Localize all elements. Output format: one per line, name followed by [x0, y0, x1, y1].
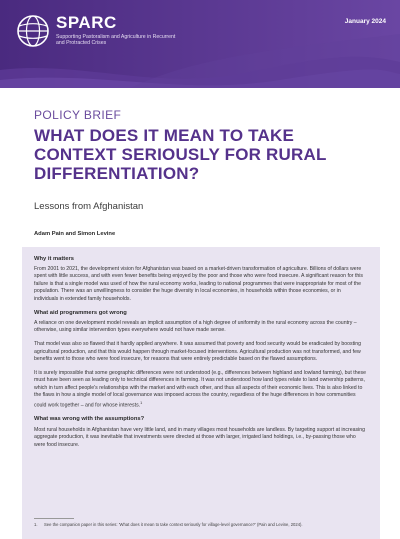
paragraph-text: It is surely impossible that some geographic differences were not understood (e.g., differences between highland and lowland farming), but these must have been seen as leading only to technical differences in farming. It was not understood how land types relate to land ownership patterns, which in turn affect people's relationships with the market and with each other, and thus all aspects of their economic lives. This is also linked to the flaws in how a single model of local governance was imposed across the country, regardless of the huge differences in how communities could work together – and for whose interests.: [34, 370, 367, 409]
issue-date: January 2024: [344, 18, 386, 25]
panel-content: [34, 255, 366, 456]
brand-name: SPARC: [56, 13, 117, 32]
footnote: [34, 522, 364, 528]
authors: Adam Pain and Simon Levine: [34, 231, 116, 237]
footnote-number: 1.: [34, 522, 38, 527]
document-type: POLICY BRIEF: [34, 108, 122, 122]
section-heading: What aid programmers got wrong: [34, 309, 127, 316]
paragraph-with-footnote: [34, 370, 366, 410]
brand-tagline: Supporting Pastoralism and Agriculture in Recurrent and Protracted Crises: [56, 34, 176, 47]
paragraph: A reliance on one development model reveals an implicit assumption of a high degree of uniformity in the rural economy across the country – otherwise, using similar intervention types everywhere would not have made sense.: [34, 320, 357, 334]
footnote-divider: [34, 518, 74, 519]
footnote-marker[interactable]: 1: [140, 400, 143, 405]
summary-panel: [22, 247, 380, 539]
paragraph: Most rural households in Afghanistan have very little land, and in many villages most households are landless. By targeting support at increasing aggregate production, it was inevitable that investments were directed at those with larger, irrigated land holdings, i.e., by-passing those who were food insecure.: [34, 426, 366, 448]
paragraph: From 2001 to 2021, the development vision for Afghanistan was based on a market-driven transformation of agriculture. Billions of dollars were spent with little success, and with even fewer benefits being enjoyed by the poor and those who were food insecure. A significant reason for this failure is that a single model was used of how the rural economy works, leading to national programmes that were inappropriate for most of the population. There was an unwillingness to consider the huge diversity in local economies, in households within those economies, or in individuals in extended family households.: [34, 266, 364, 302]
paragraph: That model was also so flawed that it hardly applied anywhere. It was assumed that poverty and food security would be eradicated by boosting agricultural production, and that this would happen through market-focused interventions. Agricultural production was not transformed, and few benefits went to those who were food insecure, for reasons that were entirely predictable based on the flawed assumptions.: [34, 341, 361, 363]
page-title: WHAT DOES IT MEAN TO TAKE CONTEXT SERIOUSLY FOR RURAL DIFFERENTIATION?: [34, 126, 327, 183]
sparc-globe-logo-icon: [16, 14, 50, 48]
section-heading: What was wrong with the assumptions?: [34, 416, 145, 423]
subtitle: Lessons from Afghanistan: [34, 201, 144, 212]
section-heading: Why it matters: [34, 255, 74, 262]
header-banner: [0, 0, 400, 88]
footnote-text: See the companion paper in this series: 'What does it mean to take context seriously for village-level governance?' (Pain and Levine, 2024).: [44, 522, 303, 527]
